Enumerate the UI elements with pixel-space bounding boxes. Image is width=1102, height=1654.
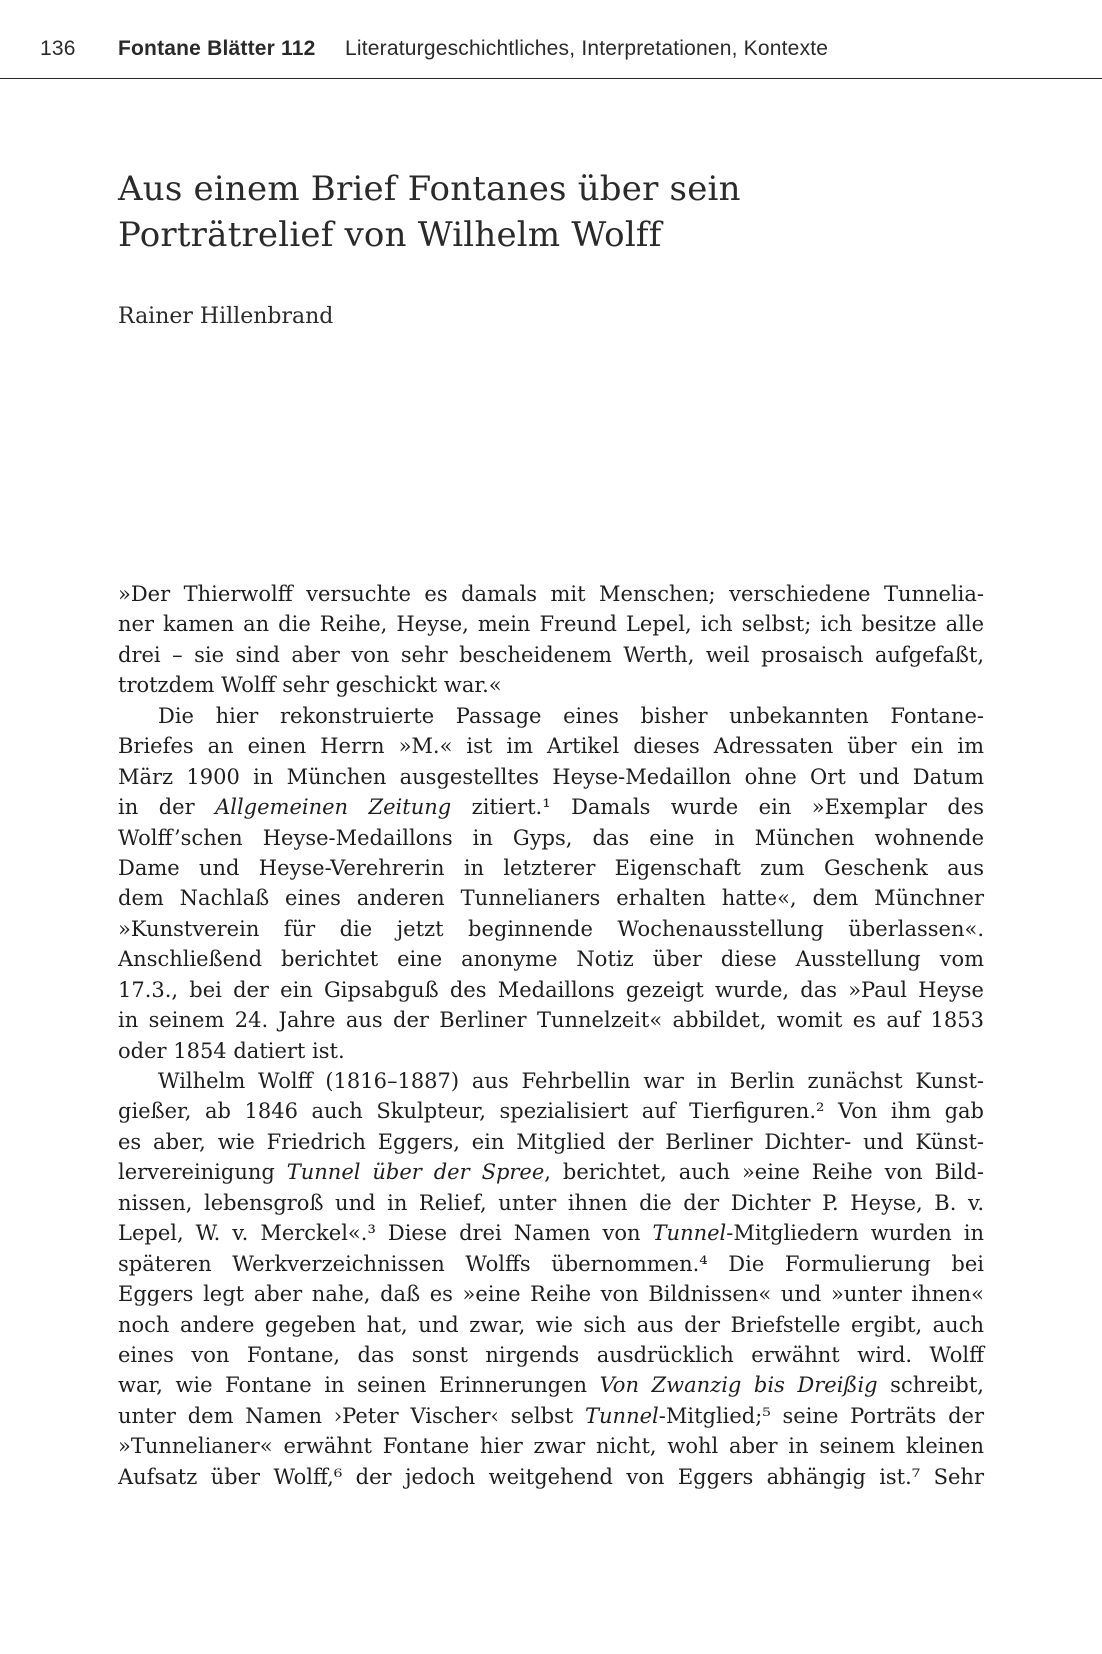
text-line: Eggers legt aber nahe, daß es »eine Reihe von Bildnissen« und »unter ihnen« xyxy=(118,1282,984,1307)
text-line: in seinem 24. Jahre aus der Berliner Tunnelzeit« abbildet, womit es auf 1853 xyxy=(118,1008,984,1033)
text-line: Anschließend berichtet eine anonyme Notiz über diese Ausstellung vom xyxy=(118,947,984,972)
text-line: war, wie Fontane in seinen Erinnerungen Von Zwanzig bis Dreißig schreibt, xyxy=(118,1373,984,1398)
text-line: Briefes an einen Herrn »M.« ist im Artikel dieses Adressaten über ein im xyxy=(118,734,984,759)
text-line: in der Allgemeinen Zeitung zitiert.¹ Damals wurde ein »Exemplar des xyxy=(118,795,984,820)
text-line: »Der Thierwolff versuchte es damals mit Menschen; verschiedene Tunnelia- xyxy=(118,582,984,606)
text-line: »Tunnelianer« erwähnt Fontane hier zwar nicht, wohl aber in seinem kleinen xyxy=(118,1434,984,1459)
italic-title: Tunnel xyxy=(652,1221,727,1246)
text-line: lervereinigung Tunnel über der Spree, berichtet, auch »eine Reihe von Bild- xyxy=(118,1160,984,1185)
journal-title: Fontane Blätter 112 xyxy=(118,37,316,60)
body-text xyxy=(118,579,984,1492)
text-line: noch andere gegeben hat, und zwar, wie sich aus der Briefstelle ergibt, auch xyxy=(118,1312,984,1337)
text-line: unter dem Namen ›Peter Vischer‹ selbst Tunnel-Mitglied;⁵ seine Porträts der xyxy=(118,1403,984,1428)
text-line: es aber, wie Friedrich Eggers, ein Mitglied der Berliner Dichter- und Künst- xyxy=(118,1129,984,1154)
text-line: nissen, lebensgroß und in Relief, unter ihnen die der Dichter P. Heyse, B. v. xyxy=(118,1190,984,1215)
article-title-line: Aus einem Brief Fontanes über sein xyxy=(118,169,741,209)
author-name: Rainer Hillenbrand xyxy=(118,304,334,329)
text-line: März 1900 in München ausgestelltes Heyse-Medaillon ohne Ort und Datum xyxy=(118,764,984,789)
text-line: Wilhelm Wolff (1816–1887) aus Fehrbellin war in Berlin zunächst Kunst- xyxy=(158,1069,984,1093)
text-line: dem Nachlaß eines anderen Tunnelianers erhalten hatte«, dem Münchner xyxy=(118,886,984,911)
text-line: gießer, ab 1846 auch Skulpteur, spezialisiert auf Tierfiguren.² Von ihm gab xyxy=(118,1099,984,1124)
text-line: späteren Werkverzeichnissen Wolffs übernommen.⁴ Die Formulierung bei xyxy=(118,1251,984,1276)
text-line: Dame und Heyse-Verehrerin in letzterer Eigenschaft zum Geschenk aus xyxy=(118,855,984,880)
italic-title: Tunnel xyxy=(585,1403,659,1428)
section-title: Literaturgeschichtliches, Interpretationen, Kontexte xyxy=(345,37,829,60)
text-line: trotzdem Wolff sehr geschickt war.« xyxy=(118,673,502,698)
text-line: drei – sie sind aber von sehr bescheidenem Werth, weil prosaisch aufgefaßt, xyxy=(118,642,984,667)
text-line: Die hier rekonstruierte Passage eines bisher unbekannten Fontane- xyxy=(158,703,984,728)
running-head xyxy=(0,0,1102,79)
text-line: 17.3., bei der ein Gipsabguß des Medaillons gezeigt wurde, das »Paul Heyse xyxy=(118,977,984,1002)
page-number: 136 xyxy=(40,37,76,60)
text-line: eines von Fontane, das sonst nirgends ausdrücklich erwähnt wird. Wolff xyxy=(118,1342,984,1367)
article-title-line: Porträtrelief von Wilhelm Wolff xyxy=(118,215,662,255)
text-line: oder 1854 datiert ist. xyxy=(118,1038,345,1063)
italic-title: Tunnel über der Spree xyxy=(286,1160,545,1185)
text-line: Lepel, W. v. Merckel«.³ Diese drei Namen von Tunnel-Mitgliedern wurden in xyxy=(118,1221,984,1246)
italic-title: Von Zwanzig bis Dreißig xyxy=(599,1373,878,1398)
text-line: ner kamen an die Reihe, Heyse, mein Freund Lepel, ich selbst; ich besitze alle xyxy=(118,612,984,637)
article-title xyxy=(118,166,1018,258)
italic-title: Allgemeinen Zeitung xyxy=(215,795,452,820)
text-line: »Kunstverein für die jetzt beginnende Wochenausstellung überlassen«. xyxy=(118,916,984,941)
text-line: Aufsatz über Wolff,⁶ der jedoch weitgehend von Eggers abhängig ist.⁷ Sehr xyxy=(118,1464,984,1489)
text-line: Wolff’schen Heyse-Medaillons in Gyps, das eine in München wohnende xyxy=(118,825,984,850)
